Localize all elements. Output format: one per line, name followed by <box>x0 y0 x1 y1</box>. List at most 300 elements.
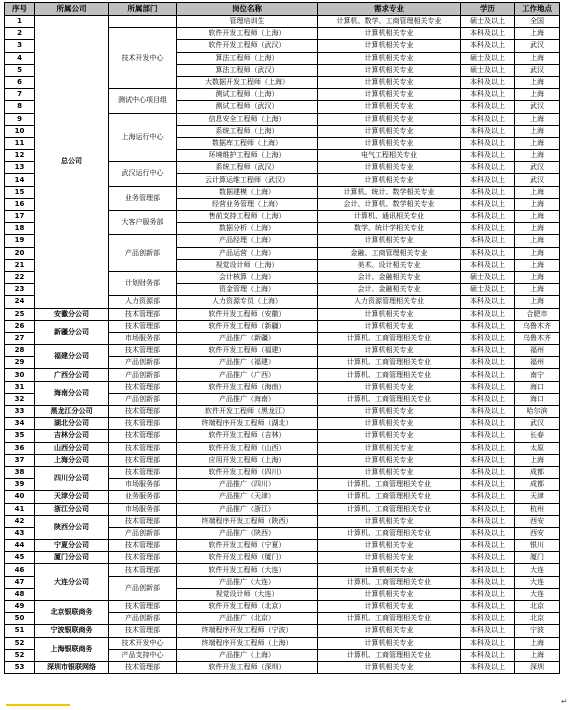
department-cell: 技术管理部 <box>109 418 177 430</box>
position-cell: 产品推广（广西） <box>177 369 318 381</box>
table-row <box>5 661 560 673</box>
location-cell: 武汉 <box>515 64 560 76</box>
row-index: 31 <box>5 381 35 393</box>
education-cell: 本科及以上 <box>461 247 515 259</box>
header-department: 所属部门 <box>109 3 177 16</box>
location-cell: 上海 <box>515 76 560 88</box>
major-cell: 计算机相关专业 <box>318 381 461 393</box>
education-cell: 本科及以上 <box>461 601 515 613</box>
row-index: 9 <box>5 113 35 125</box>
location-cell: 武汉 <box>515 162 560 174</box>
education-cell: 本科及以上 <box>461 625 515 637</box>
location-cell: 北京 <box>515 613 560 625</box>
row-index: 46 <box>5 564 35 576</box>
location-cell: 上海 <box>515 198 560 210</box>
company-cell: 宁波银联商务 <box>35 625 109 637</box>
location-cell: 上海 <box>515 28 560 40</box>
row-index: 34 <box>5 418 35 430</box>
position-cell: 软件开发工程师（北京） <box>177 601 318 613</box>
major-cell: 计算机相关专业 <box>318 320 461 332</box>
department-cell: 技术管理部 <box>109 406 177 418</box>
position-cell: 产品推广（四川） <box>177 479 318 491</box>
row-index: 33 <box>5 406 35 418</box>
position-cell: 大数据开发工程师（上海） <box>177 76 318 88</box>
department-cell: 产品创新部 <box>109 613 177 625</box>
education-cell: 本科及以上 <box>461 503 515 515</box>
location-cell: 天津 <box>515 491 560 503</box>
education-cell: 本科及以上 <box>461 649 515 661</box>
position-cell: 软件开发工程师（山西） <box>177 442 318 454</box>
education-cell: 本科及以上 <box>461 186 515 198</box>
education-cell: 本科及以上 <box>461 576 515 588</box>
position-cell: 软件开发工程师（四川） <box>177 466 318 478</box>
position-cell: 云计算运维工程师（武汉） <box>177 174 318 186</box>
department-cell: 产品创新部 <box>109 235 177 272</box>
major-cell: 计算机相关专业 <box>318 76 461 88</box>
education-cell: 本科及以上 <box>461 150 515 162</box>
location-cell: 上海 <box>515 113 560 125</box>
major-cell: 计算机、工商管理相关专业 <box>318 503 461 515</box>
location-cell: 成都 <box>515 466 560 478</box>
position-cell: 软件开发工程师（厦门） <box>177 552 318 564</box>
major-cell: 电气工程相关专业 <box>318 150 461 162</box>
location-cell: 全国 <box>515 16 560 28</box>
table-row <box>5 625 560 637</box>
table-row <box>5 308 560 320</box>
position-cell: 产品经理（上海） <box>177 235 318 247</box>
company-cell: 浙江分公司 <box>35 503 109 515</box>
position-cell: 数据分析（上海） <box>177 223 318 235</box>
company-cell: 黑龙江分公司 <box>35 406 109 418</box>
position-cell: 软件开发工程师（大连） <box>177 564 318 576</box>
education-cell: 本科及以上 <box>461 125 515 137</box>
department-cell: 技术管理部 <box>109 540 177 552</box>
table-row <box>5 430 560 442</box>
major-cell: 计算机相关专业 <box>318 661 461 673</box>
department-cell: 技术管理部 <box>109 454 177 466</box>
major-cell: 计算机相关专业 <box>318 430 461 442</box>
major-cell: 计算机、工商管理相关专业 <box>318 491 461 503</box>
row-index: 51 <box>5 625 35 637</box>
major-cell: 金融、工商管理相关专业 <box>318 247 461 259</box>
location-cell: 福州 <box>515 357 560 369</box>
table-row <box>5 406 560 418</box>
education-cell: 本科及以上 <box>461 613 515 625</box>
location-cell: 上海 <box>515 52 560 64</box>
table-row <box>5 503 560 515</box>
position-cell: 产品运营（上海） <box>177 247 318 259</box>
position-cell: 算法工程师（武汉） <box>177 64 318 76</box>
department-cell: 技术管理部 <box>109 442 177 454</box>
major-cell: 会计、计算机、数学相关专业 <box>318 198 461 210</box>
company-cell: 吉林分公司 <box>35 430 109 442</box>
header-index: 序号 <box>5 3 35 16</box>
company-cell: 总公司 <box>35 16 109 309</box>
education-cell: 本科及以上 <box>461 296 515 308</box>
department-cell: 产品创新部 <box>109 357 177 369</box>
row-index: 52 <box>5 637 35 649</box>
education-cell: 本科及以上 <box>461 418 515 430</box>
education-cell: 本科及以上 <box>461 162 515 174</box>
department-cell: 技术管理部 <box>109 430 177 442</box>
location-cell: 武汉 <box>515 101 560 113</box>
company-cell: 广西分公司 <box>35 369 109 381</box>
education-cell: 本科及以上 <box>461 40 515 52</box>
department-cell: 人力资源部 <box>109 296 177 308</box>
major-cell: 计算机、统计、数学相关专业 <box>318 186 461 198</box>
major-cell: 计算机相关专业 <box>318 125 461 137</box>
location-cell: 成都 <box>515 479 560 491</box>
row-index: 50 <box>5 613 35 625</box>
major-cell: 计算机、工商管理相关专业 <box>318 357 461 369</box>
company-cell: 新疆分公司 <box>35 320 109 344</box>
position-cell: 产品推广（上海） <box>177 649 318 661</box>
major-cell: 计算机相关专业 <box>318 52 461 64</box>
major-cell: 计算机相关专业 <box>318 564 461 576</box>
department-cell <box>109 16 177 28</box>
row-index: 2 <box>5 28 35 40</box>
location-cell: 上海 <box>515 137 560 149</box>
department-cell: 产品创新部 <box>109 576 177 600</box>
education-cell: 本科及以上 <box>461 540 515 552</box>
company-cell: 上海分公司 <box>35 454 109 466</box>
position-cell: 终端程序开发工程师（上海） <box>177 637 318 649</box>
row-index: 23 <box>5 284 35 296</box>
position-cell: 软件开发工程师（上海） <box>177 28 318 40</box>
education-cell: 硕士及以上 <box>461 64 515 76</box>
location-cell: 上海 <box>515 247 560 259</box>
department-cell: 技术开发中心 <box>109 637 177 649</box>
location-cell: 合肥市 <box>515 308 560 320</box>
major-cell: 计算机、工商管理相关专业 <box>318 649 461 661</box>
education-cell: 本科及以上 <box>461 491 515 503</box>
table-row <box>5 515 560 527</box>
major-cell: 计算机相关专业 <box>318 454 461 466</box>
row-index: 27 <box>5 332 35 344</box>
major-cell: 计算机相关专业 <box>318 308 461 320</box>
department-cell: 市场服务部 <box>109 503 177 515</box>
position-cell: 产品推广（福建） <box>177 357 318 369</box>
row-index: 37 <box>5 454 35 466</box>
location-cell: 上海 <box>515 296 560 308</box>
position-cell: 软件开发工程师（海南） <box>177 381 318 393</box>
location-cell: 深圳 <box>515 661 560 673</box>
row-index: 4 <box>5 52 35 64</box>
table-row <box>5 381 560 393</box>
position-cell: 人力资源专员（上海） <box>177 296 318 308</box>
location-cell: 大连 <box>515 588 560 600</box>
position-cell: 产品推广（北京） <box>177 613 318 625</box>
department-cell: 上海运行中心 <box>109 113 177 162</box>
row-index: 44 <box>5 540 35 552</box>
department-cell: 技术管理部 <box>109 320 177 332</box>
education-cell: 硕士及以上 <box>461 16 515 28</box>
company-cell: 湖北分公司 <box>35 418 109 430</box>
education-cell: 本科及以上 <box>461 223 515 235</box>
department-cell: 技术管理部 <box>109 564 177 576</box>
position-cell: 环境维护工程师（上海） <box>177 150 318 162</box>
position-cell: 终端程序开发工程师（湖北） <box>177 418 318 430</box>
department-cell: 市场服务部 <box>109 479 177 491</box>
location-cell: 上海 <box>515 454 560 466</box>
major-cell: 计算机相关专业 <box>318 406 461 418</box>
education-cell: 本科及以上 <box>461 28 515 40</box>
row-index: 30 <box>5 369 35 381</box>
major-cell: 计算机、工商管理相关专业 <box>318 479 461 491</box>
department-cell: 大客户服务部 <box>109 211 177 235</box>
education-cell: 本科及以上 <box>461 320 515 332</box>
education-cell: 本科及以上 <box>461 198 515 210</box>
row-index: 39 <box>5 479 35 491</box>
major-cell: 计算机相关专业 <box>318 40 461 52</box>
location-cell: 上海 <box>515 637 560 649</box>
major-cell: 计算机相关专业 <box>318 89 461 101</box>
header-company: 所属公司 <box>35 3 109 16</box>
position-cell: 测试工程师（武汉） <box>177 101 318 113</box>
position-cell: 软件开发工程师（深圳） <box>177 661 318 673</box>
department-cell: 技术管理部 <box>109 601 177 613</box>
position-cell: 视觉设计师（上海） <box>177 259 318 271</box>
major-cell: 计算机相关专业 <box>318 625 461 637</box>
row-index: 7 <box>5 89 35 101</box>
table-row <box>5 637 560 649</box>
company-cell: 天津分公司 <box>35 491 109 503</box>
major-cell: 计算机相关专业 <box>318 162 461 174</box>
row-index: 3 <box>5 40 35 52</box>
location-cell: 乌鲁木齐 <box>515 332 560 344</box>
company-cell: 陕西分公司 <box>35 515 109 539</box>
education-cell: 本科及以上 <box>461 381 515 393</box>
major-cell: 计算机相关专业 <box>318 235 461 247</box>
location-cell: 哈尔滨 <box>515 406 560 418</box>
location-cell: 上海 <box>515 186 560 198</box>
header-row <box>5 3 560 16</box>
position-cell: 数据库工程师（上海） <box>177 137 318 149</box>
department-cell: 测试中心项目组 <box>109 89 177 113</box>
major-cell: 计算机、工商管理相关专业 <box>318 527 461 539</box>
position-cell: 产品推广（陕西） <box>177 527 318 539</box>
education-cell: 本科及以上 <box>461 454 515 466</box>
row-index: 19 <box>5 235 35 247</box>
row-index: 15 <box>5 186 35 198</box>
major-cell: 计算机、通讯相关专业 <box>318 211 461 223</box>
company-cell: 北京银联商务 <box>35 601 109 625</box>
location-cell: 大连 <box>515 576 560 588</box>
row-index: 29 <box>5 357 35 369</box>
location-cell: 上海 <box>515 235 560 247</box>
location-cell: 上海 <box>515 223 560 235</box>
row-index: 45 <box>5 552 35 564</box>
major-cell: 计算机相关专业 <box>318 174 461 186</box>
position-cell: 产品推广（新疆） <box>177 332 318 344</box>
education-cell: 本科及以上 <box>461 527 515 539</box>
education-cell: 本科及以上 <box>461 466 515 478</box>
row-index: 36 <box>5 442 35 454</box>
major-cell: 会计、金融相关专业 <box>318 284 461 296</box>
position-cell: 产品推广（浙江） <box>177 503 318 515</box>
company-cell: 福建分公司 <box>35 345 109 369</box>
location-cell: 大连 <box>515 564 560 576</box>
location-cell: 上海 <box>515 284 560 296</box>
education-cell: 本科及以上 <box>461 430 515 442</box>
position-cell: 终端程序开发工程师（宁波） <box>177 625 318 637</box>
location-cell: 上海 <box>515 150 560 162</box>
education-cell: 本科及以上 <box>461 588 515 600</box>
major-cell: 计算机相关专业 <box>318 345 461 357</box>
education-cell: 本科及以上 <box>461 89 515 101</box>
row-index: 42 <box>5 515 35 527</box>
department-cell: 产品创新部 <box>109 393 177 405</box>
education-cell: 本科及以上 <box>461 113 515 125</box>
table-row <box>5 345 560 357</box>
row-index: 40 <box>5 491 35 503</box>
education-cell: 本科及以上 <box>461 515 515 527</box>
company-cell: 山西分公司 <box>35 442 109 454</box>
major-cell: 美术、设计相关专业 <box>318 259 461 271</box>
header-education: 学历 <box>461 3 515 16</box>
position-cell: 测试工程师（上海） <box>177 89 318 101</box>
education-cell: 本科及以上 <box>461 369 515 381</box>
location-cell: 上海 <box>515 211 560 223</box>
position-cell: 系统工程师（武汉） <box>177 162 318 174</box>
education-cell: 本科及以上 <box>461 332 515 344</box>
education-cell: 本科及以上 <box>461 101 515 113</box>
row-index: 41 <box>5 503 35 515</box>
location-cell: 海口 <box>515 393 560 405</box>
major-cell: 计算机、工商管理相关专业 <box>318 613 461 625</box>
department-cell: 武汉运行中心 <box>109 162 177 186</box>
position-cell: 应用开发工程师（上海） <box>177 454 318 466</box>
row-index: 16 <box>5 198 35 210</box>
paragraph-mark-icon: ↵ <box>561 697 568 706</box>
row-index: 1 <box>5 16 35 28</box>
department-cell: 市场服务部 <box>109 332 177 344</box>
education-cell: 本科及以上 <box>461 637 515 649</box>
row-index: 25 <box>5 308 35 320</box>
education-cell: 本科及以上 <box>461 552 515 564</box>
department-cell: 技术管理部 <box>109 552 177 564</box>
position-cell: 产品推广（大连） <box>177 576 318 588</box>
table-row <box>5 564 560 576</box>
table-row <box>5 454 560 466</box>
row-index: 10 <box>5 125 35 137</box>
department-cell: 技术管理部 <box>109 308 177 320</box>
education-cell: 本科及以上 <box>461 661 515 673</box>
row-index: 22 <box>5 271 35 283</box>
location-cell: 上海 <box>515 259 560 271</box>
location-cell: 上海 <box>515 125 560 137</box>
row-index: 13 <box>5 162 35 174</box>
row-index: 5 <box>5 64 35 76</box>
position-cell: 软件开发工程师（安徽） <box>177 308 318 320</box>
major-cell: 计算机相关专业 <box>318 552 461 564</box>
header-position: 岗位名称 <box>177 3 318 16</box>
row-index: 52 <box>5 649 35 661</box>
location-cell: 宁波 <box>515 625 560 637</box>
major-cell: 计算机、工商管理相关专业 <box>318 369 461 381</box>
table-row <box>5 320 560 332</box>
location-cell: 西安 <box>515 527 560 539</box>
department-cell: 技术管理部 <box>109 381 177 393</box>
major-cell: 计算机相关专业 <box>318 418 461 430</box>
education-cell: 硕士及以上 <box>461 284 515 296</box>
company-cell: 四川分公司 <box>35 466 109 490</box>
company-cell: 宁夏分公司 <box>35 540 109 552</box>
major-cell: 计算机相关专业 <box>318 466 461 478</box>
major-cell: 计算机相关专业 <box>318 637 461 649</box>
major-cell: 计算机、工商管理相关专业 <box>318 332 461 344</box>
position-cell: 信息安全工程师（上海） <box>177 113 318 125</box>
major-cell: 计算机相关专业 <box>318 137 461 149</box>
location-cell: 北京 <box>515 601 560 613</box>
education-cell: 本科及以上 <box>461 76 515 88</box>
row-index: 14 <box>5 174 35 186</box>
major-cell: 计算机、工商管理相关专业 <box>318 393 461 405</box>
position-cell: 软件开发工程师（福建） <box>177 345 318 357</box>
location-cell: 银川 <box>515 540 560 552</box>
location-cell: 武汉 <box>515 40 560 52</box>
location-cell: 海口 <box>515 381 560 393</box>
table-row <box>5 601 560 613</box>
row-index: 49 <box>5 601 35 613</box>
position-cell: 系统工程师（上海） <box>177 125 318 137</box>
major-cell: 计算机相关专业 <box>318 601 461 613</box>
location-cell: 武汉 <box>515 418 560 430</box>
company-cell: 大连分公司 <box>35 564 109 601</box>
position-cell: 会计核算（上海） <box>177 271 318 283</box>
education-cell: 硕士及以上 <box>461 271 515 283</box>
location-cell: 武汉 <box>515 174 560 186</box>
major-cell: 计算机相关专业 <box>318 101 461 113</box>
department-cell: 技术管理部 <box>109 466 177 478</box>
location-cell: 厦门 <box>515 552 560 564</box>
major-cell: 计算机相关专业 <box>318 64 461 76</box>
major-cell: 计算机相关专业 <box>318 515 461 527</box>
row-index: 32 <box>5 393 35 405</box>
location-cell: 上海 <box>515 271 560 283</box>
header-location: 工作地点 <box>515 3 560 16</box>
location-cell: 长春 <box>515 430 560 442</box>
company-cell: 安徽分公司 <box>35 308 109 320</box>
major-cell: 计算机相关专业 <box>318 28 461 40</box>
education-cell: 本科及以上 <box>461 357 515 369</box>
company-cell: 深圳市银联网络 <box>35 661 109 673</box>
location-cell: 乌鲁木齐 <box>515 320 560 332</box>
education-cell: 本科及以上 <box>461 308 515 320</box>
department-cell: 产品创新部 <box>109 369 177 381</box>
department-cell: 技术管理部 <box>109 625 177 637</box>
row-index: 11 <box>5 137 35 149</box>
row-index: 21 <box>5 259 35 271</box>
department-cell: 产品支持中心 <box>109 649 177 661</box>
row-index: 48 <box>5 588 35 600</box>
education-cell: 本科及以上 <box>461 259 515 271</box>
row-index: 43 <box>5 527 35 539</box>
position-cell: 经营业务管理（上海） <box>177 198 318 210</box>
department-cell: 计划财务部 <box>109 271 177 295</box>
row-index: 12 <box>5 150 35 162</box>
position-cell: 软件开发工程师（吉林） <box>177 430 318 442</box>
major-cell: 人力资源管理相关专业 <box>318 296 461 308</box>
table-row <box>5 540 560 552</box>
position-cell: 数据建模（上海） <box>177 186 318 198</box>
table-row <box>5 369 560 381</box>
position-cell: 售前支持工程师（上海） <box>177 211 318 223</box>
position-cell: 产品推广（海南） <box>177 393 318 405</box>
position-cell: 软件开发工程师（宁夏） <box>177 540 318 552</box>
department-cell: 业务管理部 <box>109 186 177 210</box>
education-cell: 硕士及以上 <box>461 52 515 64</box>
